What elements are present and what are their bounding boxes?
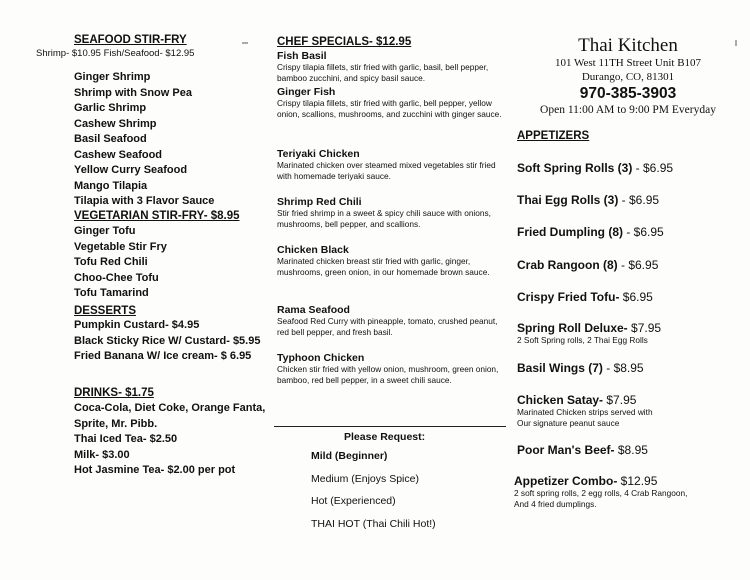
appetizer-name: Poor Man's Beef- — [517, 443, 615, 457]
seafood-heading: SEAFOOD STIR-FRY — [74, 34, 187, 46]
vegetarian-heading: VEGETARIAN STIR-FRY- $8.95 — [74, 210, 240, 222]
list-item: Vegetable Stir Fry — [74, 240, 167, 253]
special-rama-seafood — [277, 304, 502, 338]
appetizer-desc: 2 Soft Spring rolls, 2 Thai Egg Rolls — [517, 335, 648, 345]
appetizers-heading: APPETIZERS — [517, 130, 590, 142]
special-desc: Seafood Red Curry with pineapple, tomato, crushed peanut, red bell pepper, and fresh basil. — [277, 316, 498, 338]
list-item: Black Sticky Rice W/ Custard- $5.95 — [74, 334, 261, 347]
appetizer-price: - $6.95 — [623, 225, 664, 239]
appetizer-price: $7.95 — [603, 393, 637, 407]
list-item: Tofu Red Chili — [74, 256, 148, 268]
spice-level-mild — [311, 445, 436, 468]
special-desc: Marinated chicken over steamed mixed vegetables stir fried with homemade teriyaki sauce. — [277, 160, 496, 182]
special-desc: Chicken stir fried with yellow onion, mushroom, green onion, bamboo, red bell pepper, in a sweet chili sauce. — [277, 364, 499, 386]
appetizer-item — [514, 474, 687, 510]
special-desc: Crispy tilapia fillets, stir fried with garlic, bell pepper, yellow onion, scallions, mushrooms, and zucchini with ginger sauce. — [277, 98, 502, 120]
special-ginger-fish — [277, 86, 502, 120]
appetizer-name: Spring Roll Deluxe- — [517, 321, 628, 335]
appetizer-name: Fried Dumpling (8) — [517, 225, 623, 239]
appetizer-name: Crispy Fried Tofu- — [517, 290, 620, 304]
appetizer-name: Appetizer Combo- — [514, 474, 618, 488]
appetizer-name: Chicken Satay- — [517, 393, 604, 407]
opening-hours: Open 11:00 AM to 9:00 PM Everyday — [540, 104, 716, 116]
appetizer-item — [517, 258, 658, 272]
special-name: Typhoon Chicken — [277, 352, 365, 364]
appetizer-item — [517, 361, 644, 375]
appetizer-price: $7.95 — [627, 321, 662, 335]
appetizer-item — [517, 161, 673, 175]
divider-line — [274, 426, 506, 427]
appetizer-item — [517, 443, 648, 457]
appetizer-desc: 2 soft spring rolls, 2 egg rolls, 4 Crab Rangoon, And 4 fried dumplings. — [514, 488, 688, 510]
list-item: Thai Iced Tea- $2.50 — [74, 433, 178, 445]
address-line-1: 101 West 11TH Street Unit B107 — [554, 57, 702, 69]
list-item: Ginger Shrimp — [74, 71, 151, 83]
spice-level-hot — [311, 490, 436, 513]
special-desc: Stir fried shrimp in a sweet & spicy chili sauce with onions, mushrooms, bell pepper, and scallions. — [277, 208, 491, 230]
special-name: Teriyaki Chicken — [277, 148, 360, 160]
restaurant-name: Thai Kitchen — [578, 35, 678, 56]
spice-level-list — [311, 445, 436, 535]
appetizer-item — [517, 321, 661, 346]
special-desc: Crispy tilapia fillets, stir fried with garlic, basil, bell pepper, bamboo zucchini, and spicy basil sauce. — [277, 62, 489, 84]
scan-mark — [242, 42, 248, 44]
appetizer-price: $12.95 — [617, 474, 658, 488]
special-name: Shrimp Red Chili — [277, 196, 362, 208]
appetizer-price: - $8.95 — [602, 361, 644, 375]
special-fish-basil — [277, 50, 502, 84]
appetizer-item — [517, 393, 653, 429]
list-item: Cashew Shrimp — [74, 117, 157, 130]
list-item: Cashew Seafood — [74, 148, 163, 161]
list-item: Choo-Chee Tofu — [74, 271, 159, 284]
desserts-list — [74, 318, 260, 365]
appetizer-item — [517, 225, 664, 239]
list-item: Basil Seafood — [74, 133, 147, 145]
list-item: Mango Tilapia — [74, 179, 148, 192]
spice-level-medium — [311, 468, 436, 491]
spice-level-label: Hot (Experienced) — [311, 495, 396, 507]
drinks-list — [74, 401, 265, 479]
request-heading: Please Request: — [344, 431, 426, 443]
appetizer-name: Basil Wings (7) — [517, 361, 603, 375]
list-item: Coca-Cola, Diet Coke, Orange Fanta, — [74, 402, 266, 414]
special-name: Rama Seafood — [277, 304, 350, 316]
appetizer-name: Crab Rangoon (8) — [517, 258, 618, 272]
list-item: Fried Banana W/ Ice cream- $ 6.95 — [74, 350, 252, 362]
spice-level-label: THAI HOT (Thai Chili Hot!) — [311, 517, 436, 530]
appetizer-price: - $6.95 — [618, 193, 660, 207]
appetizer-desc: Marinated Chicken strips served with Our signature peanut sauce — [517, 407, 653, 429]
list-item: Tofu Tamarind — [74, 287, 149, 299]
special-typhoon-chicken — [277, 352, 502, 386]
special-name: Ginger Fish — [277, 86, 336, 98]
list-item: Tilapia with 3 Flavor Sauce — [74, 195, 215, 207]
special-teriyaki-chicken — [277, 148, 502, 182]
list-item: Ginger Tofu — [74, 225, 136, 237]
seafood-prices: Shrimp- $10.95 Fish/Seafood- $12.95 — [36, 48, 195, 59]
seafood-list — [74, 70, 214, 210]
desserts-heading: DESSERTS — [74, 305, 136, 317]
appetizer-price: $8.95 — [614, 443, 648, 457]
spice-level-label: Medium (Enjoys Spice) — [311, 472, 419, 485]
address-line-2: Durango, CO, 81301 — [581, 71, 675, 83]
special-desc: Marinated chicken breast stir fried with garlic, ginger, mushrooms, green onion, in our homemade brown sauce. — [277, 256, 490, 278]
special-name: Fish Basil — [277, 50, 327, 62]
chef-specials-heading: CHEF SPECIALS- $12.95 — [277, 36, 412, 48]
appetizer-item — [517, 290, 653, 304]
list-item: Milk- $3.00 — [74, 448, 130, 461]
drinks-heading: DRINKS- $1.75 — [74, 387, 154, 399]
appetizer-name: Thai Egg Rolls (3) — [517, 193, 619, 207]
appetizer-name: Soft Spring Rolls (3) — [517, 161, 633, 175]
appetizer-price: - $6.95 — [632, 161, 674, 175]
list-item: Yellow Curry Seafood — [74, 164, 188, 176]
list-item: Garlic Shrimp — [74, 102, 147, 114]
special-shrimp-red-chili — [277, 196, 502, 230]
spice-level-thai-hot — [311, 513, 436, 536]
list-item: Pumpkin Custard- $4.95 — [74, 319, 200, 331]
appetizer-item — [517, 193, 659, 207]
phone-number: 970-385-3903 — [579, 85, 677, 102]
list-item: Sprite, Mr. Pibb. — [74, 417, 158, 430]
vegetarian-list — [74, 224, 167, 302]
list-item: Shrimp with Snow Pea — [74, 86, 192, 99]
special-chicken-black — [277, 244, 502, 278]
list-item: Hot Jasmine Tea- $2.00 per pot — [74, 464, 236, 476]
appetizer-price: $6.95 — [619, 290, 653, 304]
spice-level-label: Mild (Beginner) — [311, 450, 388, 462]
appetizer-price: - $6.95 — [617, 258, 659, 272]
special-name: Chicken Black — [277, 244, 349, 256]
